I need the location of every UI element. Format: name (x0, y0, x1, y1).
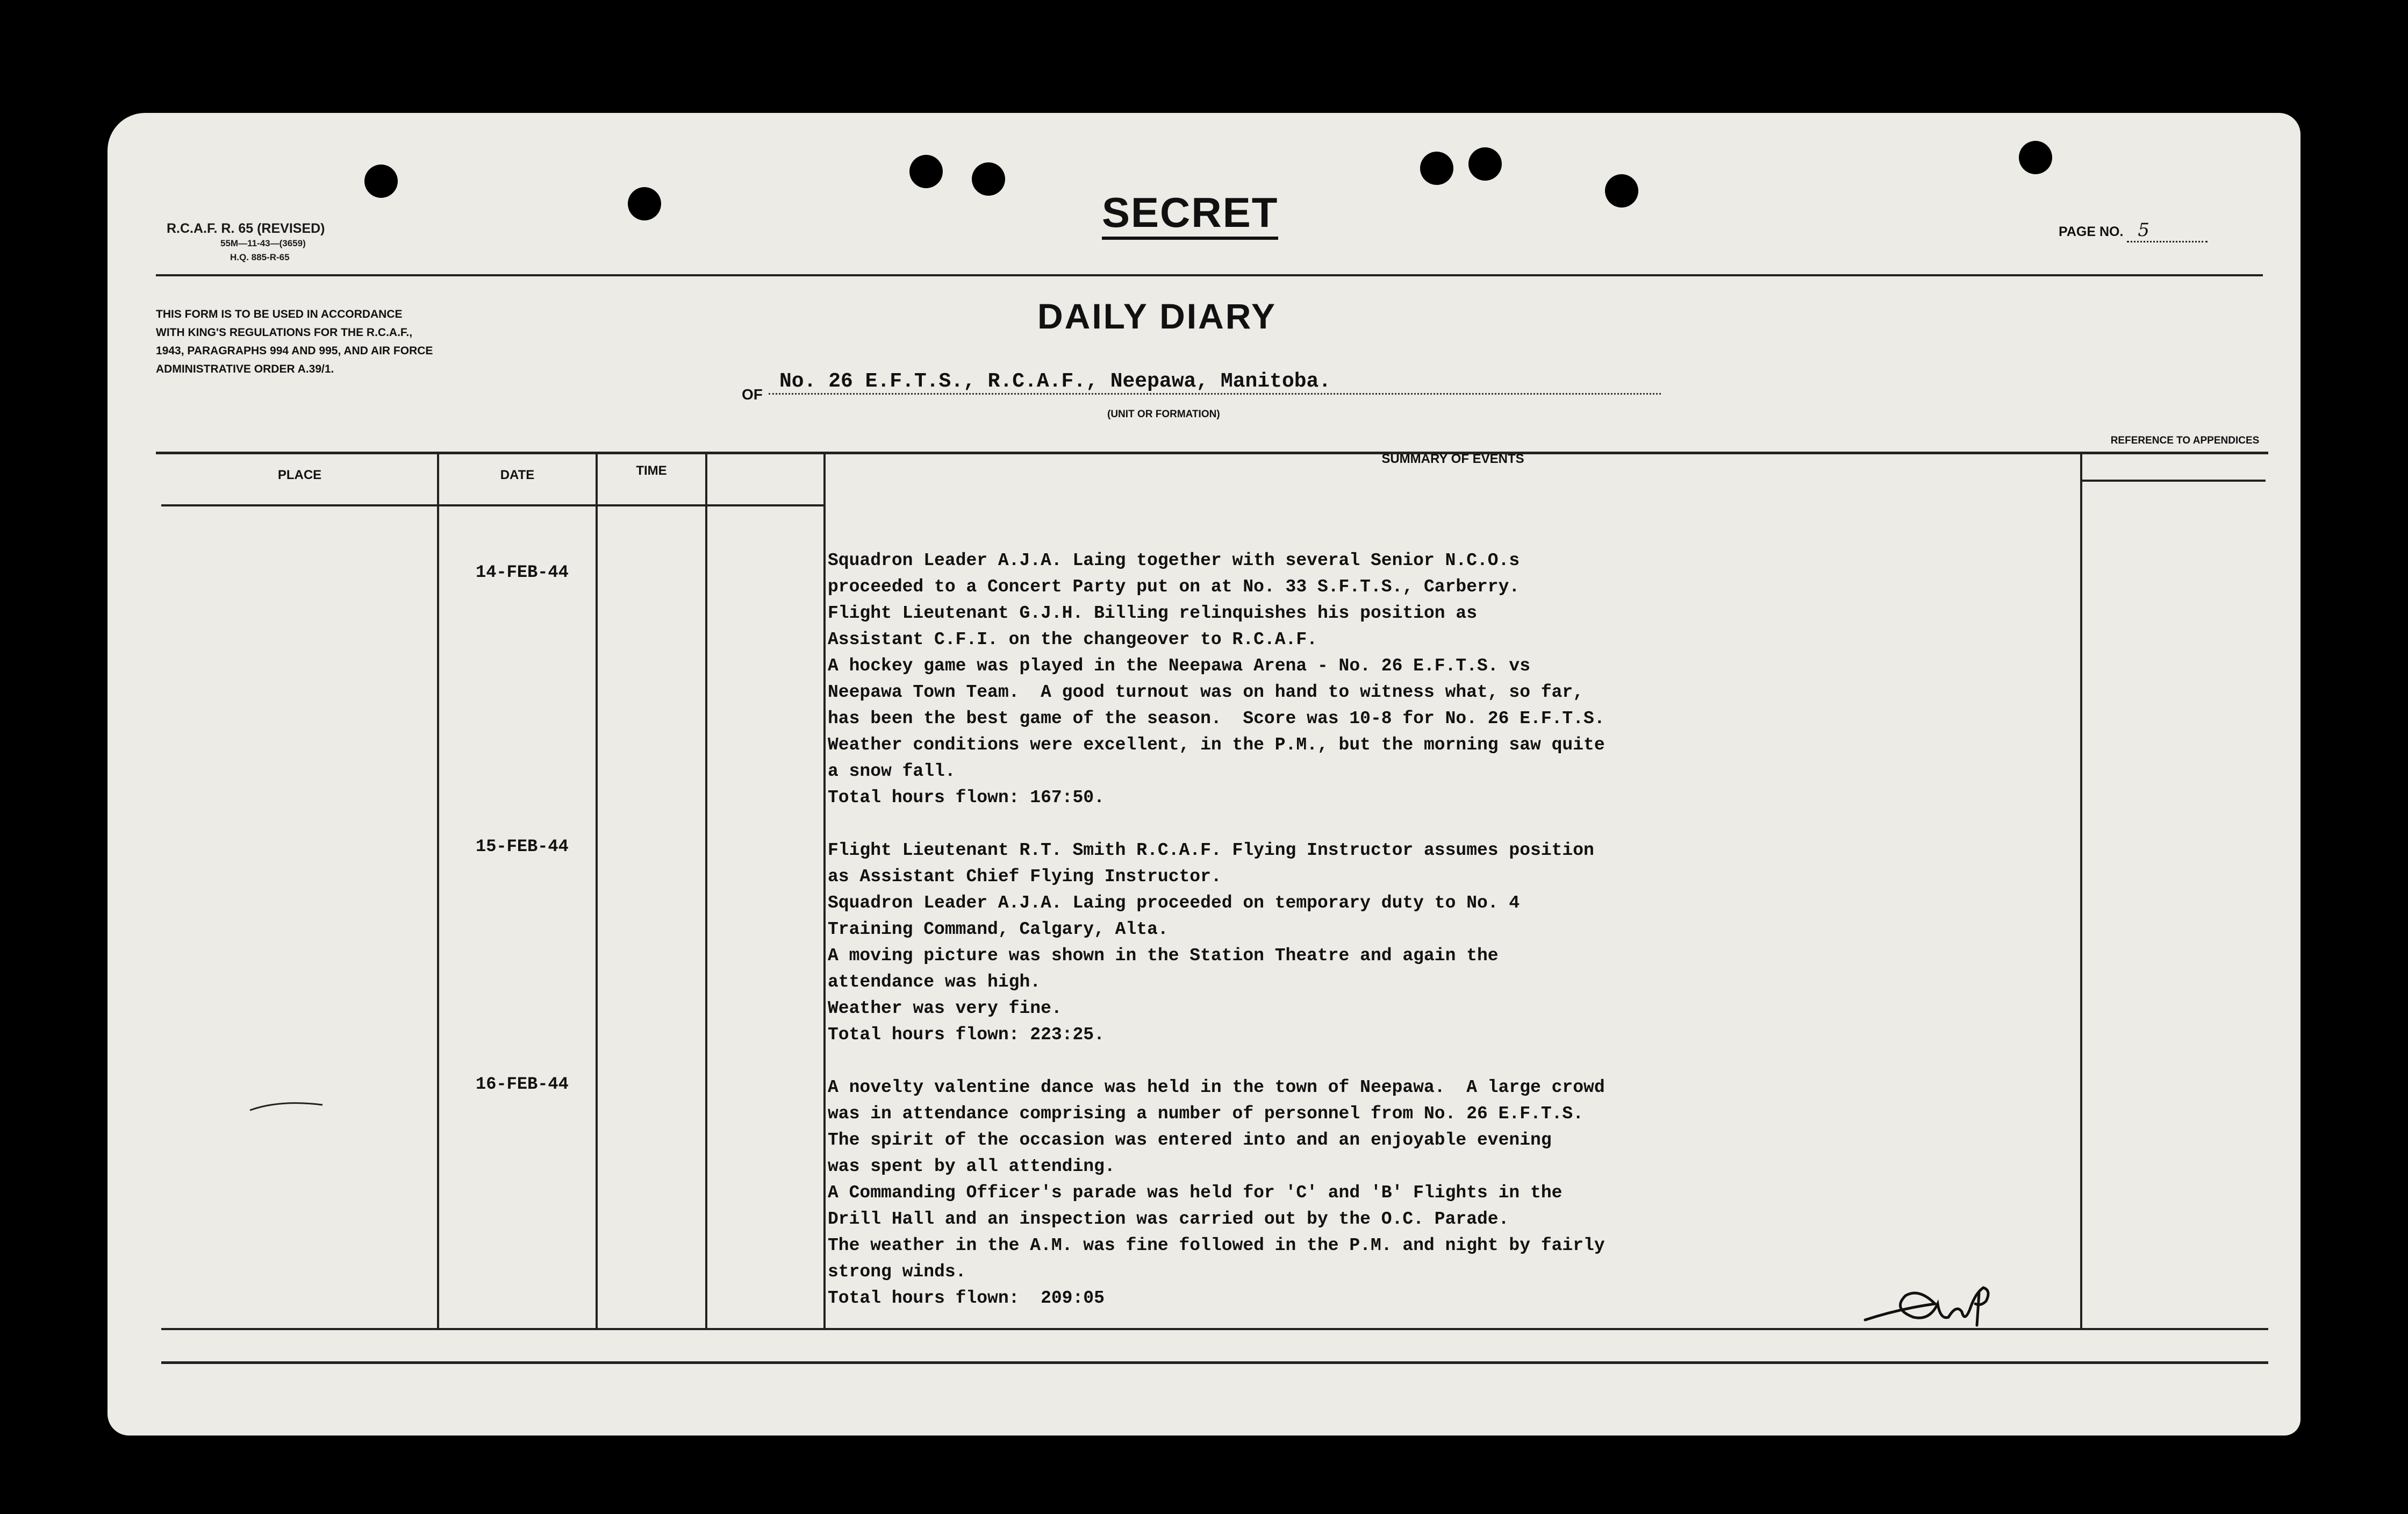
column-header-date: DATE (500, 468, 535, 482)
column-divider (823, 452, 826, 1328)
classification-heading: SECRET (1102, 188, 1278, 240)
event-line: Flight Lieutenant G.J.H. Billing relinquishes his position as (828, 603, 1477, 623)
event-line: strong winds. (828, 1262, 966, 1282)
punch-hole (972, 162, 1005, 196)
event-line: a snow fall. (828, 761, 956, 781)
unit-caption: (UNIT OR FORMATION) (1107, 409, 1220, 420)
event-line: was spent by all attending. (828, 1156, 1115, 1176)
page-number: PAGE NO. 5 (2059, 219, 2208, 242)
event-line: Total hours flown: 167:50. (828, 788, 1105, 808)
event-line: Weather conditions were excellent, in the P.M., but the morning saw quite (828, 735, 1605, 755)
column-header-time: TIME (636, 463, 667, 478)
column-header-place: PLACE (277, 468, 322, 482)
column-divider (705, 452, 707, 1328)
entry-date: 14-FEB-44 (476, 562, 569, 582)
event-line: Drill Hall and an inspection was carried out by the O.C. Parade. (828, 1209, 1509, 1229)
event-line: proceeded to a Concert Party put on at No. 33 S.F.T.S., Carberry. (828, 577, 1520, 597)
event-line: Squadron Leader A.J.A. Laing proceeded on temporary duty to No. 4 (828, 893, 1520, 913)
event-line: A Commanding Officer's parade was held for 'C' and 'B' Flights in the (828, 1183, 1563, 1203)
header-rule (161, 504, 825, 506)
header-rule (2080, 480, 2266, 482)
event-line: Training Command, Calgary, Alta. (828, 919, 1169, 939)
punch-hole (1605, 174, 1638, 208)
of-label: OF (742, 386, 763, 403)
event-line: Total hours flown: 223:25. (828, 1025, 1105, 1045)
event-line: A moving picture was shown in the Station Theatre and again the (828, 946, 1499, 966)
punch-hole (1420, 152, 1453, 185)
entry-date: 16-FEB-44 (476, 1074, 569, 1094)
event-line: has been the best game of the season. Score was 10-8 for No. 26 E.F.T.S. (828, 709, 1605, 729)
event-line: Weather was very fine. (828, 998, 1062, 1018)
column-divider (2080, 452, 2082, 1328)
column-header-summary: SUMMARY OF EVENTS (1381, 452, 1524, 466)
event-line: Assistant C.F.I. on the changeover to R.C.A.F. (828, 630, 1317, 649)
event-line: attendance was high. (828, 972, 1041, 992)
event-line: A hockey game was played in the Neepawa Arena - No. 26 E.F.T.S. vs (828, 656, 1531, 676)
event-line: The spirit of the occasion was entered into and an enjoyable evening (828, 1130, 1552, 1150)
pen-mark (247, 1097, 355, 1118)
event-line: Neepawa Town Team. A good turnout was on hand to witness what, so far, (828, 682, 1584, 702)
column-header-reference: REFERENCE TO APPENDICES (2110, 435, 2260, 446)
punch-hole (2019, 141, 2052, 174)
page-number-value: 5 (2127, 219, 2208, 242)
event-line: The weather in the A.M. was fine followed in the P.M. and night by fairly (828, 1236, 1605, 1255)
event-line: Total hours flown: 209:05 (828, 1288, 1105, 1308)
entry-date: 15-FEB-44 (476, 837, 569, 856)
event-line: Flight Lieutenant R.T. Smith R.C.A.F. Flying Instructor assumes position (828, 840, 1594, 860)
column-divider (596, 452, 598, 1328)
punch-hole (364, 165, 398, 198)
regulation-notice: THIS FORM IS TO BE USED IN ACCORDANCE WITH KING'S REGULATIONS FOR THE R.C.A.F., 1943, PARAGRAPHS 994 AND 995, AND AIR FORCE ADMINISTRATIVE ORDER A.39/1. (156, 308, 433, 375)
unit-field: No. 26 E.F.T.S., R.C.A.F., Neepawa, Manitoba. (769, 370, 1661, 395)
event-line: was in attendance comprising a number of personnel from No. 26 E.F.T.S. (828, 1104, 1584, 1124)
form-identifier: R.C.A.F. R. 65 (REVISED) 55M—11-43—(3659) H.Q. 885-R-65 (167, 221, 325, 262)
column-divider (437, 452, 439, 1328)
page-title: DAILY DIARY (1037, 296, 1277, 336)
divider (156, 274, 2263, 276)
signature-initials (1854, 1272, 2026, 1336)
summary-of-events (828, 547, 1903, 1311)
diary-sheet (108, 113, 2300, 1436)
punch-hole (628, 187, 661, 220)
punch-hole (909, 155, 943, 188)
punch-hole (1468, 147, 1502, 181)
event-line: A novelty valentine dance was held in the town of Neepawa. A large crowd (828, 1077, 1605, 1097)
event-line: as Assistant Chief Flying Instructor. (828, 867, 1222, 887)
page-bottom-rule (161, 1361, 2268, 1364)
event-line: Squadron Leader A.J.A. Laing together with several Senior N.C.O.s (828, 551, 1520, 570)
